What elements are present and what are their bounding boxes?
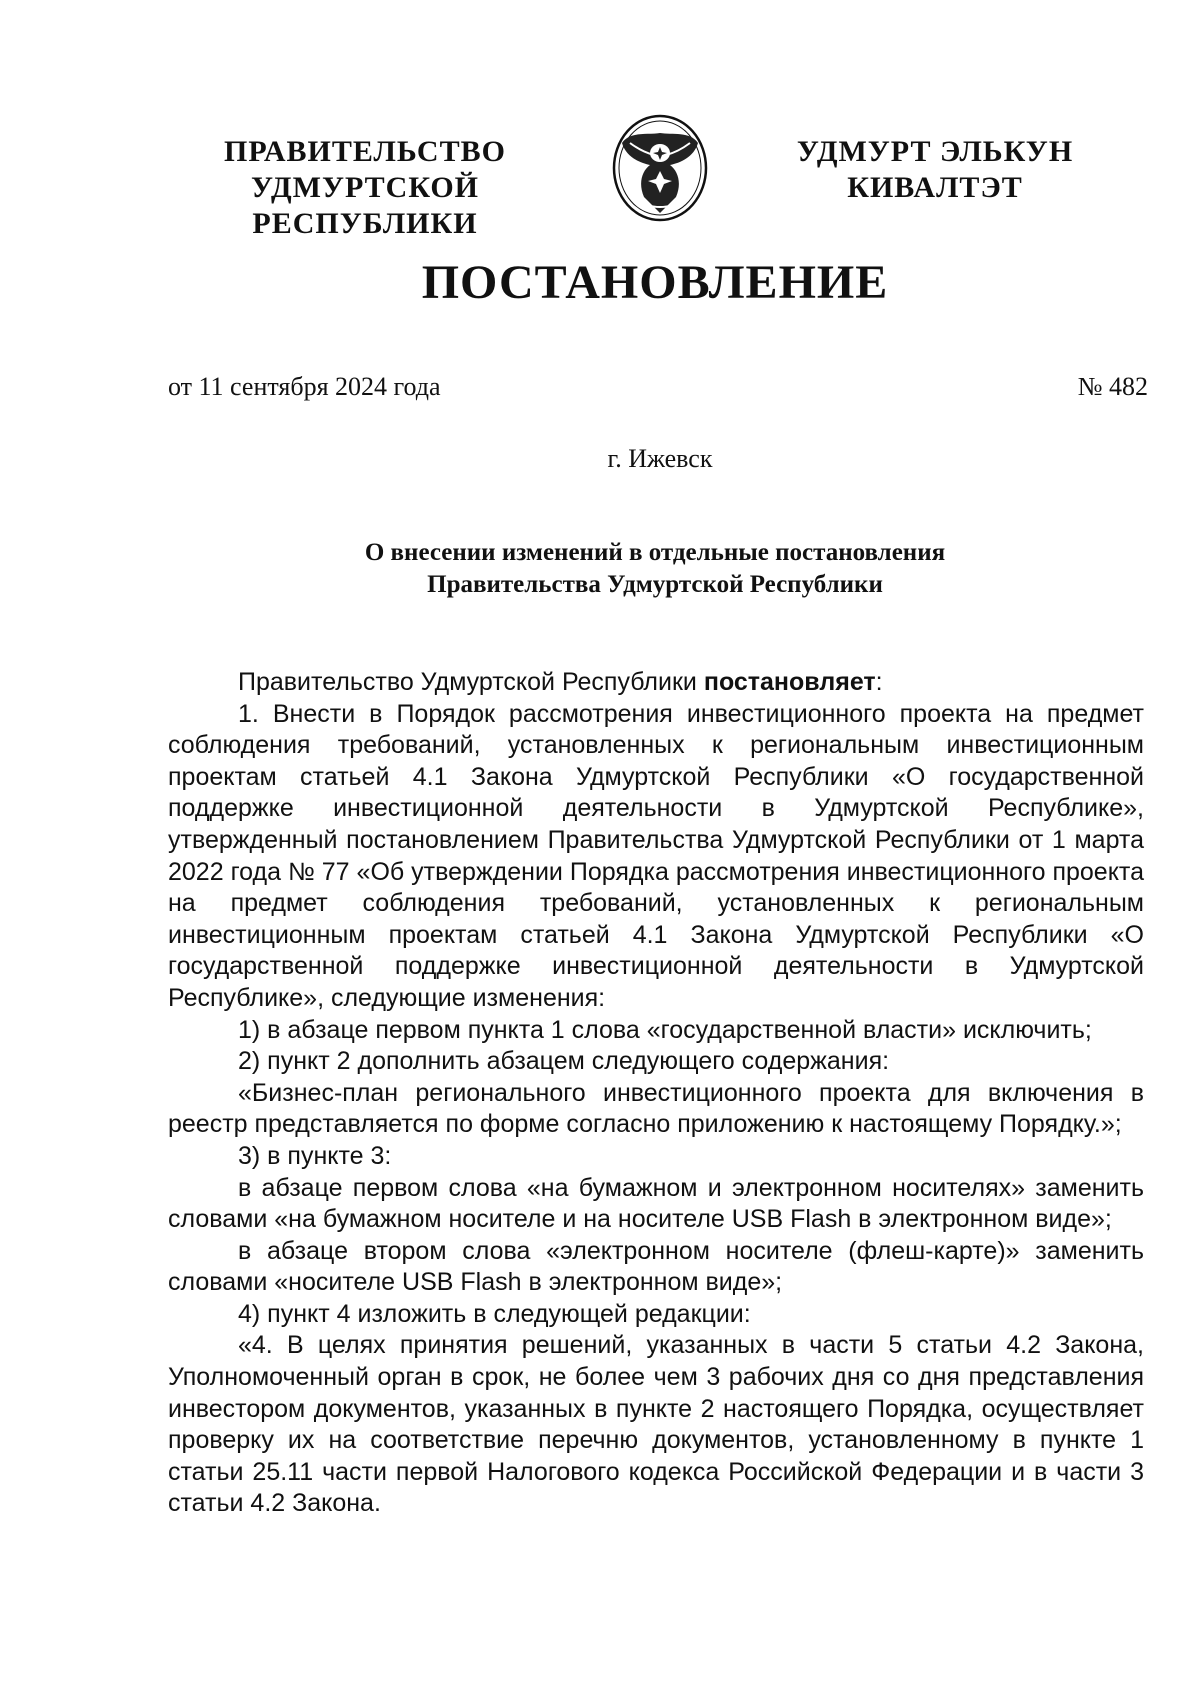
paragraph-quote-business-plan: «Бизнес-план регионального инвестиционного проекта для включения в реестр представляется по форме согласно приложению к настоящему Порядку.»; xyxy=(168,1078,1144,1139)
intro-resolves-word: постановляет xyxy=(703,668,876,696)
paragraph-subitem-3: 3) в пункте 3: xyxy=(238,1141,392,1170)
government-name-udmurt-line2: КИВАЛТЭТ xyxy=(847,171,1023,204)
document-date: от 11 сентября 2024 года xyxy=(168,372,441,401)
document-type-heading: ПОСТАНОВЛЕНИЕ xyxy=(421,256,889,309)
government-name-line2: УДМУРТСКОЙ РЕСПУБЛИКИ xyxy=(251,171,479,240)
paragraph-item-1: 1. Внести в Порядок рассмотрения инвестиционного проекта на предмет соблюдения требований, установленных к региональным инвестиционным проектам статьей 4.1 Закона Удмуртской Республики «О государственной поддержке инвестиционной деятельности в Удмуртской Республике», утвержденный постановлением Правительства Удмуртской Республики от 1 марта 2022 года № 77 «Об утверждении Порядка рассмотрения инвестиционного проекта на предмет соблюдения требований, установленных к региональным инвестиционным проектам статьей 4.1 Закона Удмуртской Республики «О государственной поддержке инвестиционной деятельности в Удмуртской Республике», следующие изменения: xyxy=(168,699,1144,1012)
intro-prefix: Правительство Удмуртской Республики xyxy=(238,668,704,696)
coat-of-arms-udmurtia-icon xyxy=(600,113,720,223)
government-name-russian xyxy=(140,134,590,242)
paragraph-first-abzac: в абзаце первом слова «на бумажном и электронном носителях» заменить словами «на бумажном носителе и на носителе USB Flash в электронном виде»; xyxy=(168,1173,1144,1234)
document-title-line1: О внесении изменений в отдельные постановления xyxy=(364,539,946,566)
document-title xyxy=(260,537,1050,601)
government-name-udmurt-line1: УДМУРТ ЭЛЬКУН xyxy=(796,135,1074,168)
paragraph-quote-item-4: «4. В целях принятия решений, указанных в части 5 статьи 4.2 Закона, Уполномоченный орган в срок, не более чем 3 рабочих дня со дня представления инвестором документов, указанных в пункте 2 настоящего Порядка, осуществляет проверку их на соответствие перечню документов, установленному в пункте 1 статьи 25.11 части первой Налогового кодекса Российской Федерации и в части 3 статьи 4.2 Закона. xyxy=(168,1331,1144,1518)
intro-suffix: : xyxy=(875,668,883,696)
document-city: г. Ижевск xyxy=(607,444,713,473)
document-body xyxy=(168,667,1144,1520)
government-name-line1: ПРАВИТЕЛЬСТВО xyxy=(224,135,506,168)
paragraph-subitem-1: 1) в абзаце первом пункта 1 слова «государственной власти» исключить; xyxy=(238,1015,1092,1044)
document-title-line2: Правительства Удмуртской Республики xyxy=(427,571,883,598)
paragraph-subitem-2: 2) пункт 2 дополнить абзацем следующего содержания: xyxy=(238,1047,890,1076)
paragraph-second-abzac: в абзаце втором слова «электронном носителе (флеш-карте)» заменить словами «носителе USB Flash в электронном виде»; xyxy=(168,1236,1144,1297)
paragraph-subitem-4: 4) пункт 4 изложить в следующей редакции: xyxy=(238,1299,751,1328)
document-number: № 482 xyxy=(1077,372,1148,401)
government-name-udmurt xyxy=(770,134,1100,206)
intro-paragraph xyxy=(168,667,1144,699)
